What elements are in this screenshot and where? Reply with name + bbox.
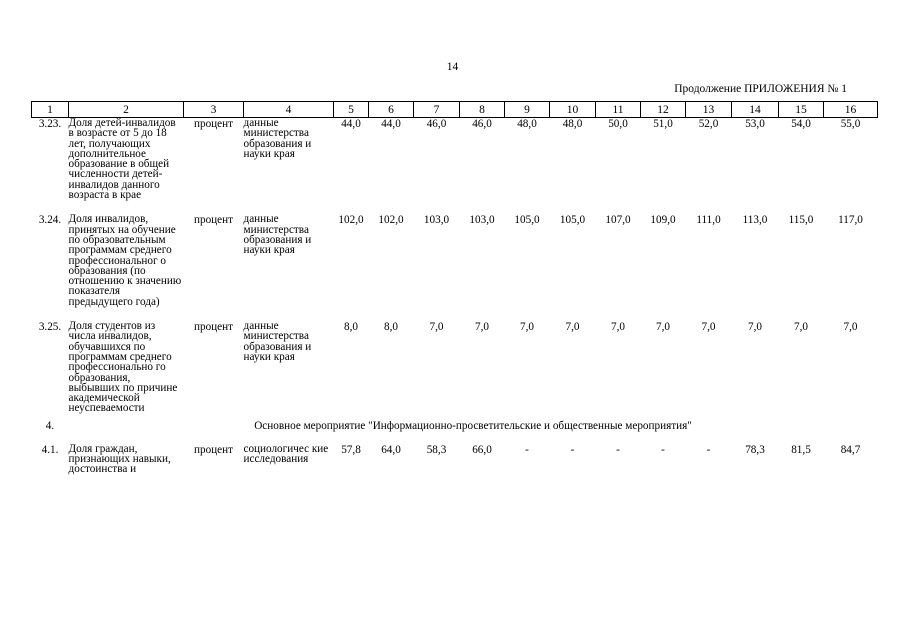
column-number: 3 bbox=[184, 102, 244, 118]
value-cell: 7,0 bbox=[565, 321, 580, 334]
value-cell: 46,0 bbox=[426, 118, 447, 130]
table-row bbox=[32, 118, 878, 201]
value-cell: 54,0 bbox=[791, 118, 811, 130]
value-cell: 7,0 bbox=[794, 321, 808, 334]
value-cell: 55,0 bbox=[840, 118, 861, 130]
unit: процент bbox=[193, 321, 233, 334]
value-cell: 46,0 bbox=[472, 118, 492, 130]
value-cell: 7,0 bbox=[656, 321, 670, 334]
column-number: 14 bbox=[732, 102, 779, 118]
section-row bbox=[32, 414, 878, 432]
value-cell: - bbox=[525, 443, 529, 456]
value-cell: 48,0 bbox=[517, 118, 537, 130]
value-cell: 44,0 bbox=[381, 118, 401, 130]
value-cell: 64,0 bbox=[381, 443, 401, 456]
value-cell: 111,0 bbox=[696, 214, 721, 227]
value-cell: 84,7 bbox=[840, 443, 861, 456]
value-cell: 105,0 bbox=[514, 214, 540, 227]
column-number: 11 bbox=[596, 102, 641, 118]
value-cell: 44,0 bbox=[341, 118, 361, 130]
column-number: 2 bbox=[69, 102, 184, 118]
indicator-name: Доля граждан, признающих навыки, достоинства и bbox=[68, 442, 171, 476]
value-cell: 117,0 bbox=[838, 214, 863, 227]
value-cell: - bbox=[570, 443, 575, 456]
column-number: 5 bbox=[334, 102, 369, 118]
value-cell: 7,0 bbox=[475, 321, 489, 334]
column-number: 4 bbox=[244, 102, 334, 118]
column-number: 6 bbox=[369, 102, 414, 118]
table-row bbox=[32, 432, 878, 475]
value-cell: 78,3 bbox=[745, 443, 765, 456]
unit: процент bbox=[193, 118, 233, 130]
table-row bbox=[32, 307, 878, 414]
value-cell: 107,0 bbox=[605, 214, 631, 227]
value-cell: 66,0 bbox=[472, 443, 492, 456]
section-number: 4. bbox=[45, 419, 55, 432]
indicator-name: Доля инвалидов, принятых на обучение по образовательным программам среднего профессиональног о образования (по отношению к значению показателя предыдущего года) bbox=[68, 213, 182, 308]
value-cell: - bbox=[706, 443, 711, 456]
column-number-header-row bbox=[32, 102, 878, 118]
row-number: 3.25. bbox=[38, 321, 62, 334]
value-cell: 50,0 bbox=[608, 118, 628, 130]
value-cell: 58,3 bbox=[426, 443, 447, 456]
value-cell: - bbox=[616, 443, 620, 456]
value-cell: 8,0 bbox=[384, 321, 398, 334]
data-source: данные министерства образования и науки края bbox=[243, 117, 312, 160]
value-cell: 103,0 bbox=[423, 214, 450, 227]
value-cell: 7,0 bbox=[701, 321, 716, 334]
value-cell: 7,0 bbox=[520, 321, 534, 334]
column-number: 12 bbox=[641, 102, 686, 118]
row-number: 4.1. bbox=[41, 443, 59, 456]
column-number: 1 bbox=[32, 102, 69, 118]
table-row bbox=[32, 200, 878, 307]
data-source: данные министерства образования и науки края bbox=[243, 213, 312, 257]
indicator-name: Доля детей-инвалидов в возрасте от 5 до 18 лет, получающих дополнительное образование в общей численности детей-инвалидов данного возраста в крае bbox=[68, 117, 176, 202]
value-cell: 81,5 bbox=[791, 443, 811, 456]
value-cell: 102,0 bbox=[378, 214, 404, 227]
value-cell: 48,0 bbox=[562, 118, 583, 130]
value-cell: 102,0 bbox=[338, 214, 364, 227]
column-number: 16 bbox=[824, 102, 878, 118]
value-cell: 7,0 bbox=[843, 321, 858, 334]
unit: процент bbox=[193, 443, 233, 456]
column-number: 8 bbox=[460, 102, 505, 118]
section-title: Основное мероприятие "Информационно-просветительские и общественные мероприятия" bbox=[254, 419, 692, 432]
row-number: 3.23. bbox=[38, 118, 62, 130]
row-number: 3.24. bbox=[38, 214, 62, 227]
page-number: 14 bbox=[446, 61, 459, 73]
value-cell: 7,0 bbox=[429, 321, 444, 334]
value-cell: 8,0 bbox=[344, 321, 358, 334]
unit: процент bbox=[193, 214, 233, 227]
value-cell: 115,0 bbox=[788, 214, 814, 227]
column-number: 13 bbox=[686, 102, 732, 118]
column-number: 15 bbox=[779, 102, 824, 118]
indicator-name: Доля студентов из числа инвалидов, обучавшихся по программам среднего профессионально го образования, выбывших по причине академической неуспеваемости bbox=[68, 320, 178, 415]
value-cell: 105,0 bbox=[559, 214, 586, 227]
column-number: 7 bbox=[414, 102, 460, 118]
value-cell: 109,0 bbox=[650, 214, 676, 227]
value-cell: 53,0 bbox=[745, 118, 765, 130]
value-cell: 7,0 bbox=[611, 321, 625, 334]
value-cell: 103,0 bbox=[469, 214, 495, 227]
data-source: социологичес кие исследования bbox=[243, 442, 329, 466]
indicators-table bbox=[31, 101, 878, 475]
value-cell: - bbox=[661, 443, 665, 456]
column-number: 9 bbox=[505, 102, 550, 118]
value-cell: 113,0 bbox=[742, 214, 768, 227]
column-number: 10 bbox=[550, 102, 596, 118]
appendix-continuation-label: Продолжение ПРИЛОЖЕНИЯ № 1 bbox=[674, 83, 847, 95]
value-cell: 7,0 bbox=[748, 321, 762, 334]
data-source: данные министерства образования и науки края bbox=[243, 320, 312, 363]
value-cell: 51,0 bbox=[653, 118, 673, 130]
value-cell: 52,0 bbox=[698, 118, 719, 130]
value-cell: 57,8 bbox=[341, 443, 361, 456]
